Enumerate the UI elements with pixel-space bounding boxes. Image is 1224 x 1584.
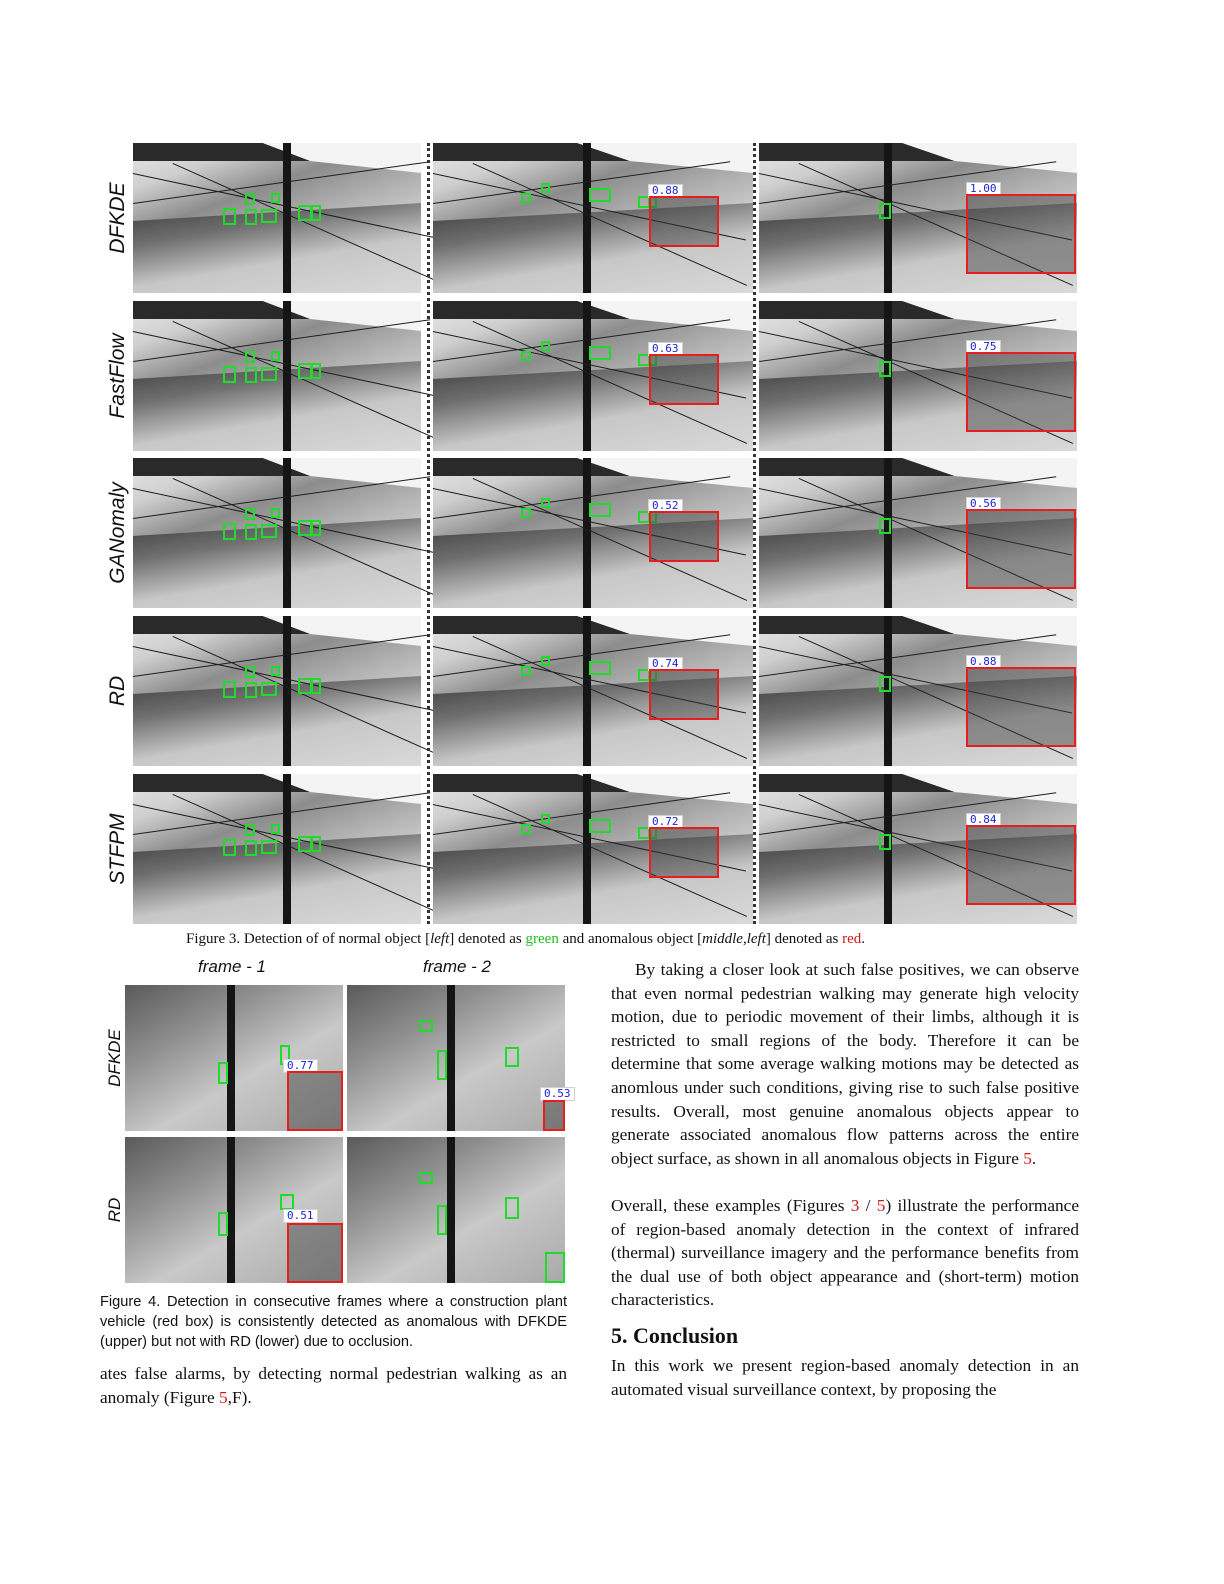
right-column-paragraph-2 [611, 1194, 1079, 1312]
normal-detection-box [261, 682, 277, 696]
normal-detection-box [261, 367, 277, 381]
normal-detection-box [245, 508, 255, 520]
figure-ref-link[interactable]: 5 [1023, 1148, 1032, 1168]
method-label: STFPM [102, 774, 133, 924]
thermal-frame-panel [133, 616, 421, 766]
column-separator [753, 143, 756, 924]
paragraph-text: Overall, these examples (Figures [611, 1196, 851, 1215]
caption-red: red [842, 931, 862, 947]
figure-3 [102, 143, 1077, 924]
normal-detection-box [223, 366, 236, 383]
normal-detection-box [271, 508, 280, 518]
figure-3-row [102, 774, 1077, 924]
fig4-panel-dfkde-frame-2 [347, 985, 571, 1131]
normal-detection-box [245, 524, 257, 540]
anomaly-score: 0.75 [966, 340, 1001, 354]
anomaly-score: 0.53 [540, 1087, 575, 1101]
anomaly-detection-box [966, 194, 1076, 274]
caption-text: ] denoted as [449, 931, 526, 947]
anomaly-detection-box [966, 825, 1076, 905]
normal-detection-box [505, 1197, 519, 1219]
column-separator [427, 143, 430, 924]
caption-left: left [430, 931, 450, 947]
normal-detection-box [261, 840, 277, 854]
normal-detection-box [589, 503, 611, 517]
normal-detection-box [311, 520, 321, 536]
normal-detection-box [261, 524, 277, 538]
normal-detection-box [245, 682, 257, 698]
normal-detection-box [311, 205, 321, 221]
normal-detection-box [298, 205, 312, 221]
figure-3-caption [186, 930, 1046, 949]
anomaly-detection-box [287, 1223, 343, 1283]
normal-detection-box [879, 834, 891, 850]
normal-detection-box [505, 1047, 519, 1067]
anomaly-detection-box [966, 509, 1076, 589]
paragraph-text: ,F). [227, 1387, 252, 1407]
normal-detection-box [223, 839, 236, 856]
fig4-panel-rd-frame-2 [347, 1137, 565, 1283]
anomaly-score: 0.72 [648, 815, 683, 829]
figure-3-row [102, 301, 1077, 451]
row-label-rd: RD [105, 1197, 124, 1223]
paragraph-text: ates false alarms, by detecting normal pedestrian walking as an anomaly (Figure [100, 1364, 567, 1407]
left-column-paragraph [100, 1362, 567, 1409]
anomaly-detection-box [649, 827, 719, 878]
normal-detection-box [223, 208, 236, 225]
paragraph-text: . [1031, 1148, 1037, 1168]
fig4-panel-dfkde-frame-1 [125, 985, 343, 1131]
normal-detection-box [521, 508, 531, 518]
normal-detection-box [245, 840, 257, 856]
method-label: GANomaly [102, 458, 133, 608]
row-label-dfkde: DFKDE [105, 1029, 124, 1087]
thermal-frame-panel [133, 774, 421, 924]
anomaly-score: 0.74 [648, 657, 683, 671]
normal-detection-box [218, 1212, 228, 1236]
normal-detection-box [879, 676, 891, 692]
anomaly-detection-box [649, 354, 719, 405]
anomaly-score: 0.56 [966, 497, 1001, 511]
normal-detection-box [879, 518, 891, 534]
anomaly-score: 0.84 [966, 813, 1001, 827]
normal-detection-box [271, 666, 280, 676]
fig4-panel-rd-frame-1 [125, 1137, 343, 1283]
anomaly-score: 0.88 [966, 655, 1001, 669]
anomaly-detection-box [287, 1071, 343, 1131]
normal-detection-box [589, 346, 611, 360]
frame-1-header: frame - 1 [198, 957, 267, 976]
normal-detection-box [521, 666, 531, 676]
thermal-frame-panel [133, 458, 421, 608]
normal-detection-box [261, 209, 277, 223]
anomaly-score: 0.51 [283, 1209, 318, 1223]
normal-detection-box [245, 824, 255, 836]
normal-detection-box [311, 678, 321, 694]
figure-3-row [102, 458, 1077, 608]
figure-3-row [102, 143, 1077, 293]
thermal-frame-panel [759, 616, 1077, 766]
normal-detection-box [298, 520, 312, 536]
thermal-frame-panel [759, 301, 1077, 451]
figure-ref-link[interactable]: 3 [850, 1196, 860, 1215]
caption-middle-left: middle,left [702, 931, 766, 947]
anomaly-score: 0.77 [283, 1059, 318, 1073]
caption-text: Figure 3. Detection of of normal object [ [186, 931, 431, 947]
thermal-frame-panel [133, 143, 421, 293]
normal-detection-box [437, 1205, 447, 1235]
normal-detection-box [541, 814, 550, 824]
right-column-paragraph-1 [611, 958, 1079, 1170]
anomaly-score: 1.00 [966, 182, 1001, 196]
normal-detection-box [271, 824, 280, 834]
normal-detection-box [521, 351, 531, 361]
normal-detection-box [245, 367, 257, 383]
thermal-frame-panel [759, 458, 1077, 608]
normal-detection-box [298, 363, 312, 379]
thermal-frame-panel [433, 143, 753, 293]
thermal-frame-panel [433, 458, 753, 608]
caption-text: ] denoted as [765, 931, 843, 947]
normal-detection-box [298, 678, 312, 694]
normal-detection-box [589, 188, 611, 202]
normal-detection-box [311, 836, 321, 852]
paragraph-text: ) illustrate the performance of region-based anomaly detection in the context of infrared (thermal) surveillance imagery and the performance benefits from the dual use of both object appearance and (short-term) motion characteristics. [611, 1196, 1079, 1310]
anomaly-detection-box [649, 511, 719, 562]
figure-ref-link[interactable]: 5 [876, 1196, 886, 1215]
normal-detection-box [245, 209, 257, 225]
normal-detection-box [521, 824, 531, 834]
anomaly-score: 0.63 [648, 342, 683, 356]
figure-4-caption: Figure 4. Detection in consecutive frames where a construction plant vehicle (red box) is consistently detected as anomalous with DFKDE (upper) but not with RD (lower) due to occlusion. [100, 1294, 567, 1350]
normal-detection-box [311, 363, 321, 379]
normal-detection-box [521, 193, 531, 203]
figure-4 [100, 955, 570, 1290]
normal-detection-box [541, 498, 550, 508]
normal-detection-box [245, 193, 255, 205]
normal-detection-box [589, 661, 611, 675]
normal-detection-box [879, 203, 891, 219]
thermal-frame-panel [759, 774, 1077, 924]
normal-detection-box [223, 523, 236, 540]
normal-detection-box [589, 819, 611, 833]
anomaly-detection-box [543, 1100, 565, 1131]
normal-detection-box [298, 836, 312, 852]
figure-3-row [102, 616, 1077, 766]
normal-detection-box [879, 361, 891, 377]
normal-detection-box [437, 1050, 447, 1080]
thermal-frame-panel [433, 774, 753, 924]
normal-detection-box [541, 341, 550, 351]
anomaly-score: 0.52 [648, 499, 683, 513]
method-label: RD [102, 616, 133, 766]
thermal-frame-panel [759, 143, 1077, 293]
normal-detection-box [545, 1252, 565, 1283]
normal-detection-box [245, 666, 255, 678]
paragraph-text: / [859, 1196, 877, 1215]
normal-detection-box [271, 351, 280, 361]
normal-detection-box [419, 1020, 433, 1032]
figure-ref-link[interactable]: 5 [219, 1387, 228, 1407]
thermal-frame-panel [133, 301, 421, 451]
normal-detection-box [541, 656, 550, 666]
normal-detection-box [245, 351, 255, 363]
paragraph-text: By taking a closer look at such false positives, we can observe that even normal pedestrian walking may generate high velocity motion, due to periodic movement of their limbs, although it is restricted to small regions of the body. Therefore it can be determine that some average walking motions may be detected as anomlous under such conditions, giving rise to such false positive results. Overall, most genuine anomalous objects appear to generate associated anomalous flow patterns across the entire object surface, as shown in all anomalous objects in Figure [611, 960, 1079, 1168]
section-heading-conclusion: 5. Conclusion [611, 1323, 739, 1348]
frame-2-header: frame - 2 [423, 957, 492, 976]
method-label: DFKDE [102, 143, 133, 293]
normal-detection-box [271, 193, 280, 203]
normal-detection-box [223, 681, 236, 698]
anomaly-detection-box [966, 352, 1076, 432]
thermal-frame-panel [433, 616, 753, 766]
method-label: FastFlow [102, 301, 133, 451]
normal-detection-box [419, 1172, 433, 1184]
anomaly-score: 0.88 [648, 184, 683, 198]
caption-green: green [525, 931, 559, 947]
right-column-paragraph-3: In this work we present region-based anomaly detection in an automated visual surveillance context, by proposing the [611, 1356, 1079, 1399]
anomaly-detection-box [649, 196, 719, 247]
thermal-frame-panel [433, 301, 753, 451]
anomaly-detection-box [966, 667, 1076, 747]
normal-detection-box [541, 183, 550, 193]
anomaly-detection-box [649, 669, 719, 720]
caption-text: and anomalous object [ [558, 931, 703, 947]
normal-detection-box [218, 1062, 228, 1084]
normal-detection-box [280, 1194, 294, 1210]
caption-text: . [861, 931, 866, 947]
